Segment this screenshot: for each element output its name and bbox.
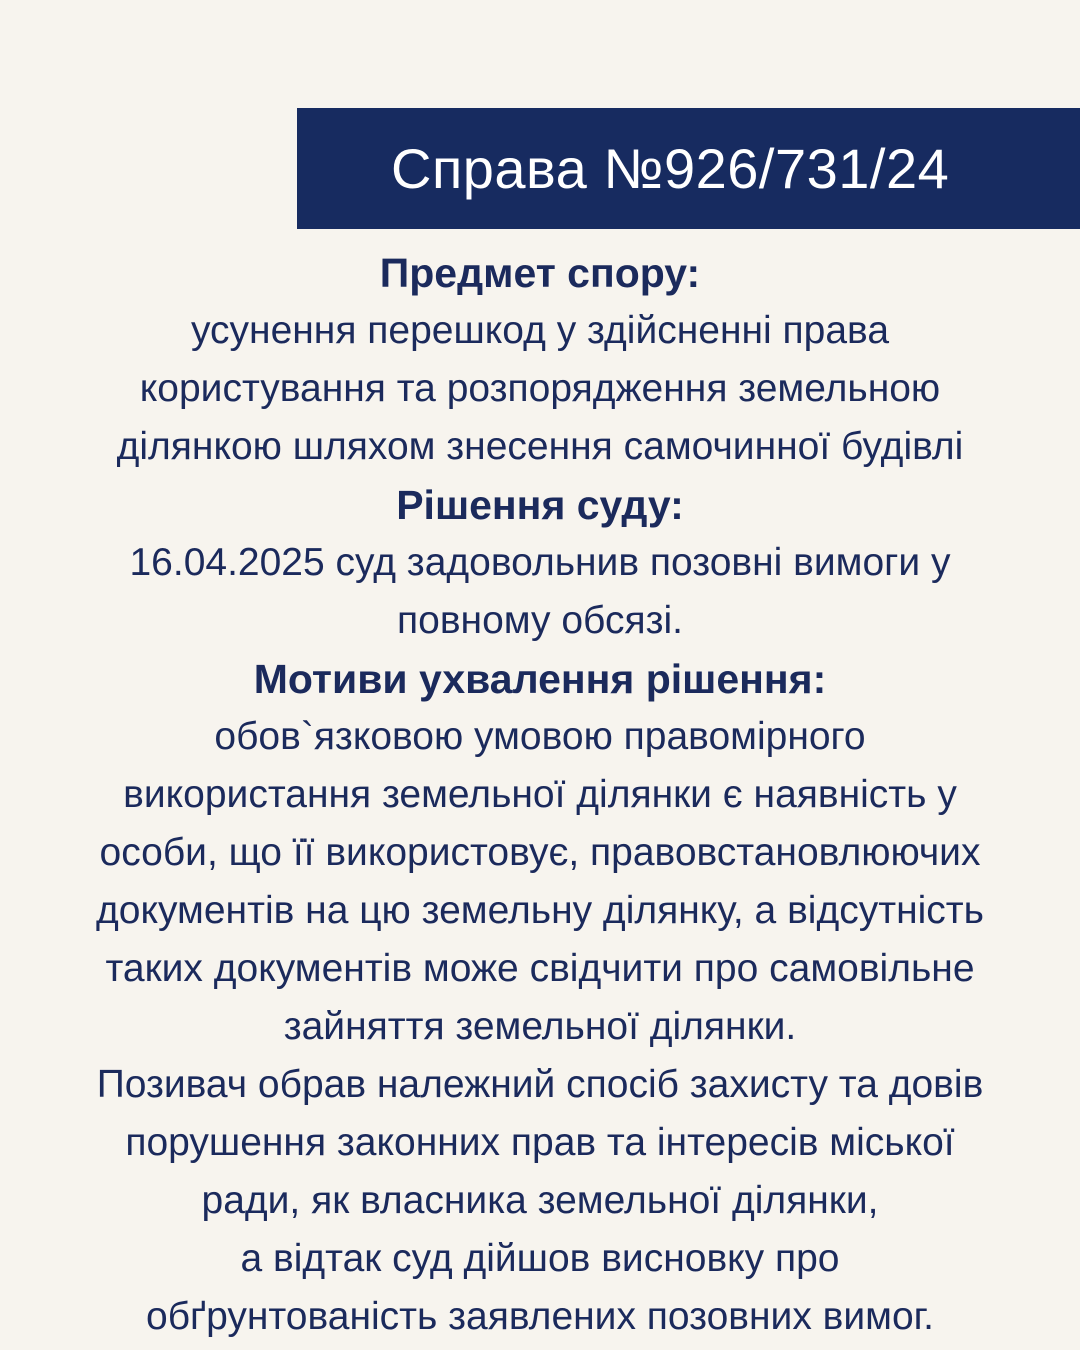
decision-reasons-line: Позивач обрав належний спосіб захисту та довів <box>96 1063 984 1106</box>
decision-reasons-line: а відтак суд дійшов висновку про <box>240 1237 840 1280</box>
decision-reasons-line: використання земельної ділянки є наявність у <box>123 773 957 816</box>
court-decision-line: 16.04.2025 суд задовольнив позовні вимоги у <box>129 541 951 584</box>
court-decision-heading: Рішення суду: <box>396 482 684 528</box>
decision-reasons-line: документів на цю земельну ділянку, а відсутність <box>96 889 984 932</box>
dispute-subject-line: усунення перешкод у здійсненні права <box>190 309 890 352</box>
decision-reasons-line: зайняття земельної ділянки. <box>283 1005 797 1048</box>
dispute-subject-heading: Предмет спору: <box>379 250 701 296</box>
decision-reasons-line: особи, що її використовує, правовстановлюючих <box>99 831 981 874</box>
decision-reasons-line: таких документів може свідчити про самовільне <box>105 947 975 990</box>
decision-reasons-line: обґрунтованість заявлених позовних вимог. <box>146 1295 934 1338</box>
decision-reasons-line: ради, як власника земельної ділянки, <box>201 1179 879 1222</box>
case-number-banner <box>297 108 1080 229</box>
court-decision-line: повному обсязі. <box>397 599 683 642</box>
decision-reasons-line: порушення законних прав та інтересів міської <box>125 1121 955 1164</box>
dispute-subject-line: користування та розпорядження земельною <box>139 367 941 410</box>
case-summary <box>0 244 1080 1346</box>
case-number-title: Справа №926/731/24 <box>391 137 950 200</box>
decision-reasons-heading: Мотиви ухвалення рішення: <box>253 656 827 702</box>
decision-reasons-line: обов`язковою умовою правомірного <box>214 715 866 758</box>
dispute-subject-line: ділянкою шляхом знесення самочинної будівлі <box>116 425 964 468</box>
